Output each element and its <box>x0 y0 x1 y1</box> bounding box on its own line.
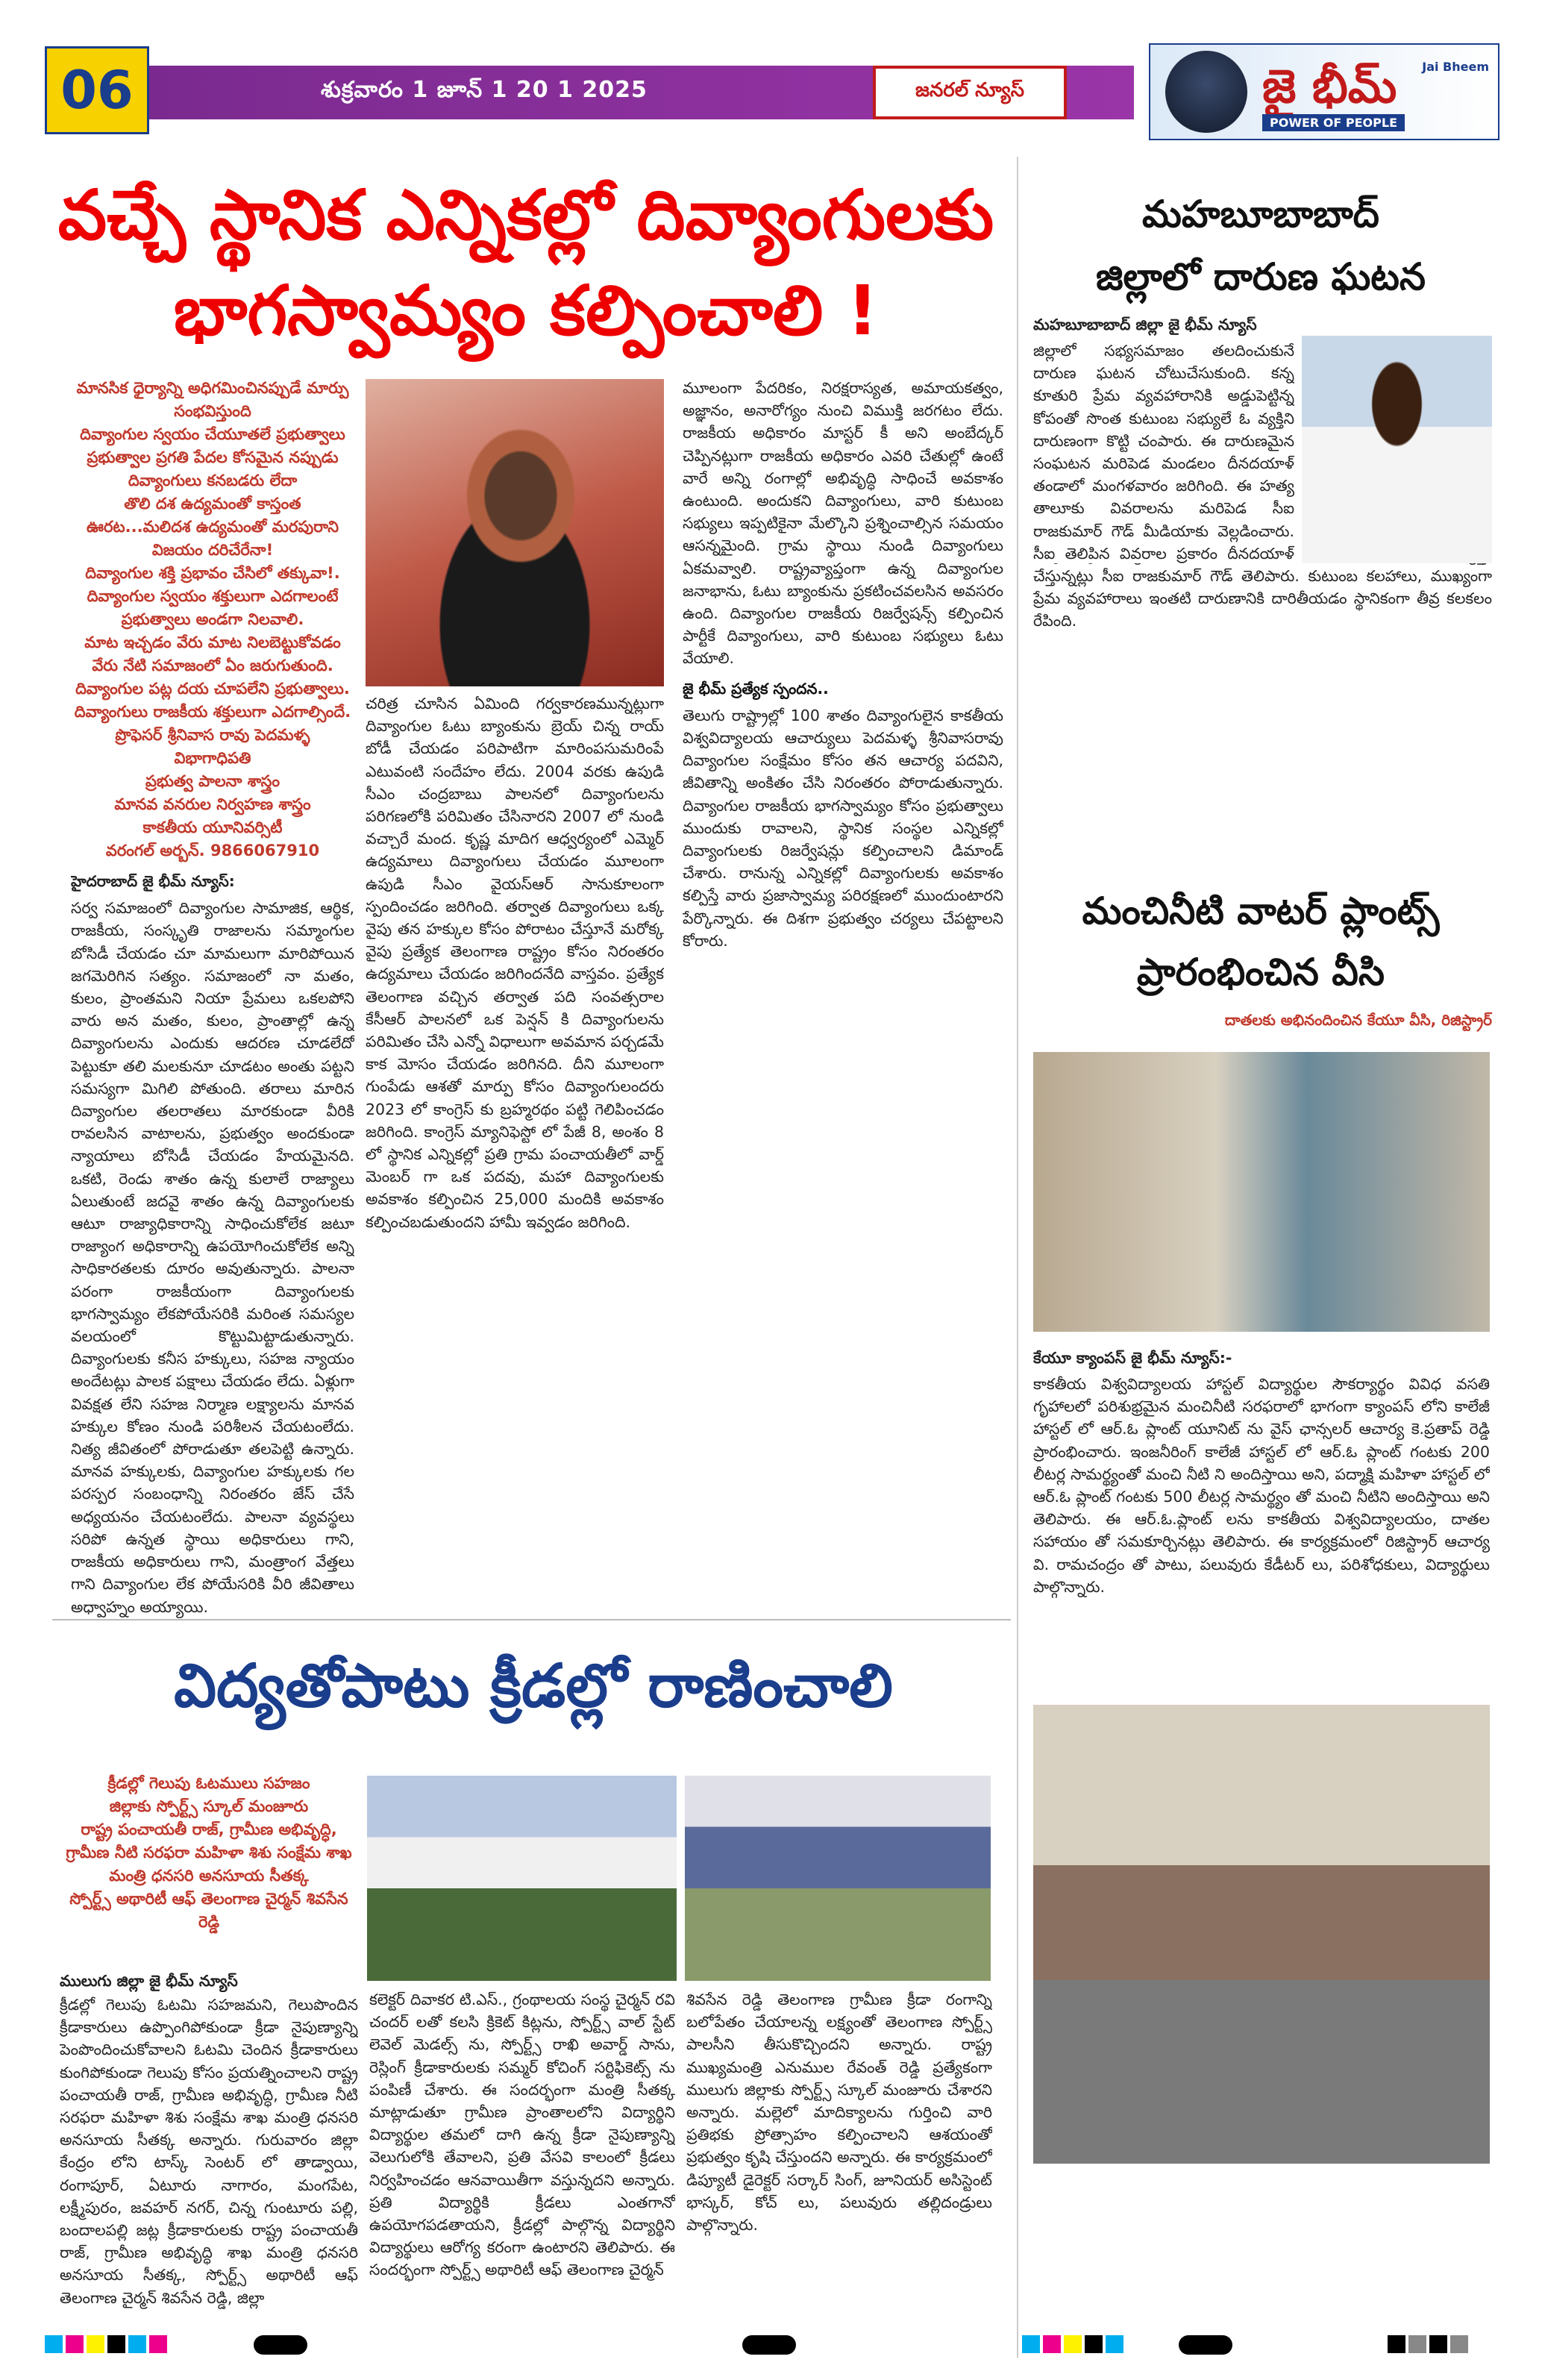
author-line4: మానవ వనరుల నిర్వహణ శాస్త్రం <box>114 795 311 813</box>
article-text: కలెక్టర్ దివాకర టి.ఎస్., గ్రంథాలయ సంస్థ చైర్మన్ రవి చందర్ లతో కలసి క్రికెట్ కిట్లను, స్పోర్ట్స్ వాల్ స్టేట్ లెవెల్ మెడల్స్ ను, స్పోర్ట్స్ రాఖి అవార్డ్ సాను, రెస్లింగ్ క్రీడాకారులకు సమ్మర్ కోచింగ్ సర్టిఫికెట్స్ ను పంపిణీ చేశారు. ఈ సందర్భంగా మంత్రి సీతక్క మాట్లాడుతూ గ్రామీణ ప్రాంతాలలోని విద్యార్థిని విద్యార్థుల తమలో దాగి ఉన్న క్రీడా నైపుణ్యాన్ని వెలుగులోకి తేవాలని, ప్రతి వేసవి కాలంలో క్రీడలు నిర్వహించడం ఆనవాయితీగా వస్తున్నదని అన్నారు. ప్రతి విద్యార్థికి క్రీడలు ఎంతగానో ఉపయోగపడతాయని, క్రీడల్లో పాల్గొన్న విద్యార్థిని విద్యార్థులు ఆరోగ్య కరంగా ఉంటారని తెలిపారు. ఈ సందర్భంగా స్పోర్ట్స్ అథారిటీ ఆఫ్ తెలంగాణ చైర్మన్ <box>369 1991 675 2279</box>
registration-mark-icon <box>254 2335 307 2355</box>
registration-mark-icon <box>742 2335 796 2355</box>
inauguration-photo <box>1033 1705 1490 2164</box>
main-column-2 <box>366 692 664 1618</box>
sidebar-story-1-text-a <box>1033 339 1294 563</box>
cyan-swatch <box>1022 2335 1040 2353</box>
yellow-swatch <box>87 2335 104 2353</box>
masthead-logo <box>1149 43 1499 140</box>
cyan-swatch <box>128 2335 146 2353</box>
water-plant-photo <box>1033 1052 1490 1332</box>
lead-point: మానసిక ధైర్యాన్ని అధిగమించినప్పుడే మార్పు సంభవిస్తుంది <box>76 379 349 420</box>
date-line: శుక్రవారం 1 జూన్ 1 20 1 2025 <box>321 77 648 103</box>
sidebar-headline-2-line1: మంచినీటి వాటర్ ప్లాంట్స్ <box>1082 889 1440 933</box>
sports-event-photo-1 <box>367 1776 677 1981</box>
black-swatch <box>1388 2335 1405 2353</box>
color-registration-marks <box>1022 2335 1126 2353</box>
main-column-1 <box>71 377 354 1619</box>
section-tag: జనరల్ న్యూస్ <box>873 66 1067 119</box>
bottom-lead <box>60 1772 358 1962</box>
lead-point: స్పోర్ట్స్ అథారిటీ ఆఫ్ తెలంగాణ చైర్మన్ శివసేన రెడ్డి <box>69 1890 348 1931</box>
lead-point: రాష్ట్ర పంచాయతీ రాజ్, గ్రామీణ అభివృద్ధి, గ్రామీణ నీటి సరఫరా మహిళా శిశు సంక్షేమ శాఖ మంత్రి ధనసరి అనసూయ సీతక్క <box>66 1820 352 1885</box>
grey-swatch <box>1408 2335 1426 2353</box>
article-text: చేస్తున్నట్లు సీఐ రాజకుమార్ గౌడ్ తెలిపారు. కుటుంబ కలహాలు, ముఖ్యంగా ప్రేమ వ్యవహారాలు ఇంతటి దారుణానికి దారితీయడం స్థానికంగా తీవ్ర కలకలం రేపింది. <box>1033 567 1492 630</box>
logo-tagline: POWER OF PEOPLE <box>1262 114 1405 131</box>
sports-event-photo-2 <box>685 1776 991 1981</box>
lead-point: మాట ఇచ్చడం వేరు మాట నిలబెట్టుకోవడం వేరు నేటి సమాజంలో ఏం జరుగుతుంది. <box>84 633 341 674</box>
black-swatch <box>1429 2335 1447 2353</box>
author-name: ప్రొఫెసర్ శ్రీనివాస రావు పెదమళ్ళ <box>115 726 310 744</box>
article-text: తెలుగు రాష్ట్రాల్లో 100 శాతం దివ్యాంగులైన కాకతీయ విశ్వవిద్యాలయ ఆచార్యులు పెదమళ్ళ శ్రీనివాసరావు దివ్యాంగుల సంక్షేమం కోసం తన ఆచార్య పదవిని, జీవితాన్ని అంకితం చేసి నిరంతరం పోరాడుతున్నారు. దివ్యాంగుల రాజకీయ భాగస్వామ్యం కోసం ప్రభుత్వాలు ముందుకు రావాలని, స్థానిక సంస్థల ఎన్నికల్లో దివ్యాంగులకు రిజర్వేషన్లు కల్పించాలని డిమాండ్ చేశారు. రానున్న ఎన్నికల్లో దివ్యాంగులకు అవకాశం కల్పిస్తే వారు ప్రజాస్వామ్య పరిరక్షణలో ముందుంటారని పేర్కొన్నారు. ఈ దిశగా ప్రభుత్వం చర్యలు చేపట్టాలని కోరారు. <box>683 706 1003 950</box>
cyan-swatch <box>1106 2335 1123 2353</box>
sidebar-headline-2 <box>1029 880 1492 1003</box>
author-univ: కాకతీయ యూనివర్సిటీ <box>142 818 283 836</box>
sidebar-headline-2-line2: ప్రారంభించిన వీసి <box>1137 951 1385 994</box>
victim-photo <box>1302 336 1492 563</box>
magenta-swatch <box>66 2335 84 2353</box>
bottom-headline: విద్యతోపాటు క్రీడల్లో రాణించాలి <box>174 1651 893 1720</box>
article-text: చరిత్ర చూసిన ఏమింది గర్వకారణమున్నట్లుగా దివ్యాంగుల ఓటు బ్యాంకును బ్రెయ్ చిన్న రాయ్ బోడీ చేయడం పరిపాటిగా మారింపసుమరింపే ఎటువంటి సందేహం లేదు. 2004 వరకు ఉపుడి సీఎం చంద్రబాబు పాలనలో దివ్యాంగులను పరిగణలోకి పరిమితం చేసినారని 2007 లో నుండి వచ్చారే మంద. కృష్ణ మాదిగ ఆధ్వర్యంలో ఎమ్మెర్ ఉద్యమాలు దివ్యాంగులు చేయడం మూలంగా ఉపుడి సీఎం వైయస్‌ఆర్ సానుకూలంగా స్పందించడం జరిగింది. తర్వాత దివ్యాంగులు ఒక్క వైపు తన హక్కుల కోసం పోరాటం చేస్తూనే మరోక్క వైపు ప్రత్యేక తెలంగాణ రాష్ట్రం కోసం నిరంతరం ఉద్యమాలు చేయడం జరిగిందనేది వాస్తవం. ప్రత్యేక తెలంగాణ వచ్చిన తర్వాత పది సంవత్సరాల కేసీఆర్ పాలనలో ఒక పెన్షన్ కి దివ్యాంగులను పరిమితం చేసి ఎన్నో విధాలుగా అవమాన పర్చడమే కాక మోసం చేయడం జరిగినది. దీని మూలంగా గుంపేడు ఆశతో మార్పు కోసం దివ్యాంగులందరు 2023 లో కాంగ్రెస్ కు బ్రహ్మరథం పట్టి గెలిపించడం జరిగింది. కాంగ్రెస్ మ్యానిఫెస్టో లో పేజీ 8, అంశం 8 లో స్థానిక ఎన్నికల్లో ప్రతి గ్రామ పంచాయతీలో వార్డ్ మెంబర్ గా ఒక పదవు, మహా దివ్యాంగులకు అవకాశం కల్పించిన 25,000 మందికి అవకాశం కల్పించబడుతుందని హామీ ఇవ్వడం జరిగింది. <box>366 695 664 1231</box>
lead-point: దివ్యాంగుల పట్ల దయ చూపలేని ప్రభుత్వాలు. <box>75 680 350 698</box>
main-headline <box>45 168 1007 359</box>
bottom-column-2 <box>369 1988 675 2317</box>
article-text: శివసేన రెడ్డి తెలంగాణ గ్రామీణ క్రీడా రంగాన్ని బలోపేతం చేయాలన్న లక్ష్యంతో తెలంగాణ స్పోర్ట్స్ పాలసీని తీసుకొచ్చిందని అన్నారు. రాష్ట్ర ముఖ్యమంత్రి ఎనుముల రేవంత్ రెడ్డి ప్రత్యేకంగా ములుగు జిల్లాకు స్పోర్ట్స్ స్కూల్ మంజూరు చేశారని అన్నారు. మల్లెలో మాదిక్యాలను గుర్తించి వారి ప్రతిభకు ప్రోత్సాహం కల్పించాలని ఆశయంతో ప్రభుత్వం కృషి చేస్తుందని అన్నారు. ఈ కార్యక్రమంలో డిప్యూటీ డైరెక్టర్ సర్కార్ సింగ్, జూనియర్ అసిస్టెంట్ భాస్కర్, కోచ్ లు, పలువురు తల్లిదండ్రులు పాల్గొన్నారు. <box>686 1991 992 2235</box>
lead-point: దివ్యాంగులు రాజకీయ శక్తులుగా ఎదగాల్సిందే. <box>74 703 351 721</box>
lead-point: జిల్లాకు స్పోర్ట్స్ స్కూల్ మంజూరు <box>109 1797 309 1815</box>
lead-point: దివ్యాంగుల శక్తి ప్రభావం చేసిలో తక్కువా!. <box>85 564 340 582</box>
lead-point: క్రీడల్లో గెలుపు ఓటములు సహజం <box>107 1774 310 1792</box>
grey-registration-marks <box>1388 2335 1471 2353</box>
article-text: క్రీడల్లో గెలుపు ఓటమి సహజమని, గెలుపొందిన క్రీడాకారులు ఉప్పొంగిపోకుండా క్రీడా నైపుణ్యాన్ని పెంపొందించుకోవాలని ఓటమి చెందిన క్రీడాకారులు కుంగిపోకుండా గెలుపు కోసం ప్రయత్నించాలని రాష్ట్ర పంచాయతీ రాజ్, గ్రామీణ అభివృద్ధి, గ్రామీణ నీటి సరఫరా మహిళా శిశు సంక్షేమ శాఖ మంత్రి ధనసరి అనసూయ సీతక్క అన్నారు. గురువారం జిల్లా కేంద్రం లోని టాస్క్ సెంటర్ లో తాడ్వాయి, రంగాపూర్, ఏటూరు నాగారం, మంగపేట, లక్ష్మీపురం, జవహర్ నగర్, చిన్న గుంటూరు పల్లి, బందాలపల్లి జట్ల క్రీడాకారులకు రాష్ట్ర పంచాయతీ రాజ్, గ్రామీణ అభివృద్ధి శాఖ మంత్రి ధనసరి అనసూయ సీతక్క, స్పోర్ట్స్ అథారిటీ ఆఫ్ తెలంగాణ చైర్మన్ శివసేన రెడ్డి, జిల్లా <box>60 1996 358 2307</box>
main-column-3 <box>683 377 1003 1619</box>
sidebar-headline-1 <box>1029 183 1492 308</box>
lead-point: దివ్యాంగుల స్వయం చేయూతలే ప్రభుత్వాలు ప్రభుత్వాల ప్రగతి పేదల కోసమైన నప్పుడు దివ్యాంగులు కనబడరు లేదా <box>80 425 345 489</box>
sidebar-headline-1-line1: మహబూబాబాద్ <box>1142 192 1379 236</box>
bottom-column-3 <box>686 1988 992 2317</box>
grey-swatch <box>1450 2335 1468 2353</box>
section-divider <box>52 1619 1011 1620</box>
magenta-swatch <box>149 2335 167 2353</box>
lead-point: తొలి దశ ఉద్యమంతో కాస్తంత ఊరట...మలిదశ ఉద్యమంతో మరపురాని విజయం దరిచేరేనా! <box>86 495 339 559</box>
main-headline-line2: భాగస్వామ్యం కల్పించాలి ! <box>173 271 879 351</box>
logo-name: జై భీమ్ <box>1262 59 1397 113</box>
magenta-swatch <box>1043 2335 1061 2353</box>
black-swatch <box>107 2335 125 2353</box>
portrait-icon <box>1165 51 1247 133</box>
author-line3: ప్రభుత్వ పాలనా శాస్త్రం <box>145 772 280 790</box>
author-dept: విభాగాధిపతి <box>174 749 251 767</box>
registration-mark-icon <box>1179 2335 1232 2355</box>
black-swatch <box>1085 2335 1103 2353</box>
sidebar-byline-2: కేయూ క్యాంపస్ జై భీమ్ న్యూస్:- <box>1033 1349 1232 1367</box>
page-number: 06 <box>45 46 149 134</box>
bottom-byline: ములుగు జిల్లా జై భీమ్ న్యూస్ <box>60 1972 238 1990</box>
logo-mark: Jai Bheem <box>1422 60 1489 74</box>
byline: హైదరాబాద్ జై భీమ్ న్యూస్: <box>71 872 235 890</box>
main-headline-line1: వచ్చే స్థానిక ఎన్నికల్లో దివ్యాంగులకు <box>57 175 994 255</box>
subhead: జై భీమ్ ప్రత్యేక స్పందన.. <box>683 679 829 698</box>
lead-point: దివ్యాంగుల స్వయం శక్తులుగా ఎదగాలంటే ప్రభుత్వాలు అండగా నిలవాలి. <box>87 587 339 628</box>
yellow-swatch <box>1064 2335 1082 2353</box>
article-text: సర్వ సమాజంలో దివ్యాంగుల సామాజిక, ఆర్థిక, రాజకీయ, సంస్కృతి రాజాలను సమ్మాంగుల బోసిడీ చేయడం చూ మామలుగా మారిపోయిన జగమెరిగిన సత్యం. సమాజంలో నా మతం, కులం, ప్రాంతమని నియా ప్రేమలు ఒకలపోని వారు అన మతం, కులం, ప్రాంతాల్లో ఉన్న దివ్యాంగులను ఎందుకు ఆదరణ చూడలేదో పెట్టుకూ తలి మలకునూ చూడటం అంతు పట్టని సమస్యగా మిగిలి పోతుంది. తరాలు మారిన దివ్యాంగుల తలరాతలు మారకుండా వీరికి రావలసిన వాటాలను, ప్రభుత్వం అందకుండా న్యాయాలు బోసిడీ చేయడం హేయమైనది. ఒకటి, రెండు శాతం ఉన్న కులాలే రాజ్యాలు ఏలుతుంటే జదవై శాతం ఉన్న దివ్యాంగులకు ఆటూ రాజ్యాధికారాన్ని సాధించుకోలేక జటూ రాజ్యాంగ అధికారాన్ని ఉపయోగించుకోలేక అన్ని సాధికారతలకు దూరం అవుతున్నారు. పాలనా పరంగా రాజకీయంగా దివ్యాంగులకు భాగస్వామ్యం లేకపోయేసరికి మరింత సమస్యల వలయంలో కొట్టుమిట్టాడుతున్నారు. దివ్యాంగులకు కనీస హక్కులు, సహజ న్యాయం అందేటట్లు పాలక పక్షాలు చేయడం లేదు. ఏళ్లుగా వివక్షత లేని సహజ నిర్మాణ లక్ష్యాలను మానవ హక్కుల కోణం నుండి పరిశీలన చేయటంలేదు. నిత్య జీవితంలో పోరాడుతూ తలపెట్టి ఉన్నారు. మానవ హక్కులకు, దివ్యాంగుల హక్కులకు గల పరస్పర సంబంధాన్ని నిరంతరం జేస్ చేసే అధ్యయనం చేయటంలేదు. పాలనా వ్యవస్థలు సరిపో ఉన్నత స్థాయి అధికారులు గాని, రాజకీయ అధికారులు గాని, మంత్రాంగ వేత్తలు గాని దివ్యాంగుల లేక పోయేసరికి వీరి జీవితాలు అధ్వాహ్నం అయ్యాయి. <box>71 899 354 1616</box>
article-text: జిల్లాలో సభ్యసమాజం తలదించుకునే దారుణ ఘటన చోటుచేసుకుంది. కన్న కూతురి ప్రేమ వ్యవహారానికి అడ్డుపెట్టిన్న కోపంతో సొంత కుటుంబ సభ్యులే ఓ వ్యక్తిని దారుణంగా కొట్టి చంపారు. ఈ దారుణమైన సంఘటన మరిపెడ మండలం దీనదయాళ్ తండాలో మంగళవారం జరిగింది. ఈ హత్య తాలూకు వివరాలను మరిపెడ సీఐ రాజకుమార్ గౌడ్ మీడియాకు వెల్లడించారు. సీఐ తెలిపిన వివరాల ప్రకారం దీనదయాళ్ <box>1033 342 1294 563</box>
bottom-column-1 <box>60 1994 358 2314</box>
sidebar-story-2-text <box>1033 1373 1490 1694</box>
article-text: మూలంగా పేదరికం, నిరక్షరాస్యత, అమాయకత్వం, అజ్ఞానం, అనారోగ్యం నుంచి విముక్తి జరగటం లేదు. రాజకీయ అధికారం మాస్టర్ కీ అని అంబేద్కర్ చెప్పినట్లుగా రాజకీయ అధికారం ఎవరి చేతుల్లో ఉంటే వారే అన్ని రంగాల్లో అభివృద్ధి సాధించే అవకాశం ఉంటుంది. అందుకని దివ్యాంగులు, వారి కుటుంబ సభ్యులు ఇప్పటికైనా మేల్కొని ప్రశ్నించాల్సిన సమయం ఆసన్నమైంది. గ్రామ స్థాయి నుండి దివ్యాంగులు ఏకమవ్వాలి. రాష్ట్రవ్యాప్తంగా ఉన్న దివ్యాంగుల జనాభాను, ఓటు బ్యాంకును ప్రకటించవలసిన అవసరం ఉంది. దివ్యాంగుల రాజకీయ రిజర్వేషన్స్ కల్పించిన పార్టీకే దివ్యాంగులు, వారి కుటుంబ సభ్యులు ఓటు వేయాలి. <box>683 379 1003 668</box>
sidebar-byline-1: మహబూబాబాద్ జిల్లా జై భీమ్ న్యూస్ <box>1033 316 1257 333</box>
article-text: కాకతీయ విశ్వవిద్యాలయ హాస్టల్ విద్యార్థుల సౌకర్యార్థం వివిధ వసతి గృహాలలో పరిశుభ్రమైన మంచినీటి సరఫరాలో భాగంగా క్యాంపస్ లోని కాలేజీ హాస్టల్ లో ఆర్.ఓ ప్లాంట్ యూనిట్ ను వైస్ ఛాన్సలర్ ఆచార్య కె.ప్రతాప్ రెడ్డి ప్రారంభించారు. ఇంజనీరింగ్ కాలేజీ హాస్టల్ లో ఆర్.ఓ ప్లాంట్ గంటకు 200 లీటర్ల సామర్థ్యంతో మంచి నీటి ని అందిస్తాయి అని, పద్మాక్షి మహిళా హాస్టల్ లో ఆర్.ఓ ప్లాంట్ గంటకు 500 లీటర్ల సామర్థ్యం తో మంచి నీటిని అందిస్తాయి అని తెలిపారు. ఈ ఆర్.ఓ.ప్లాంట్ లను కాకతీయ విశ్వవిద్యాలయం, దాతల సహాయం తో సమకూర్చినట్లు తెలిపారు. ఈ కార్యక్రమంలో రిజిస్ట్రార్ ఆచార్య వి. రామచంద్రం తో పాటు, పలువురు కేడీటర్ లు, పరిశోధకులు, విద్యార్థులు పాల్గొన్నారు. <box>1033 1375 1490 1596</box>
sidebar-subline-2: దాతలకు అభినందించిన కేయూ వీసి, రిజిస్ట్రార్ <box>1224 1011 1492 1029</box>
sidebar-headline-1-line2: జిల్లాలో దారుణ ఘటన <box>1095 255 1426 298</box>
author-phone: వరంగల్ అర్బన్. 9866067910 <box>105 842 320 859</box>
color-registration-marks <box>45 2335 170 2353</box>
sidebar-story-1-text-b <box>1033 563 1492 869</box>
author-photo <box>366 379 664 686</box>
cyan-swatch <box>45 2335 63 2353</box>
